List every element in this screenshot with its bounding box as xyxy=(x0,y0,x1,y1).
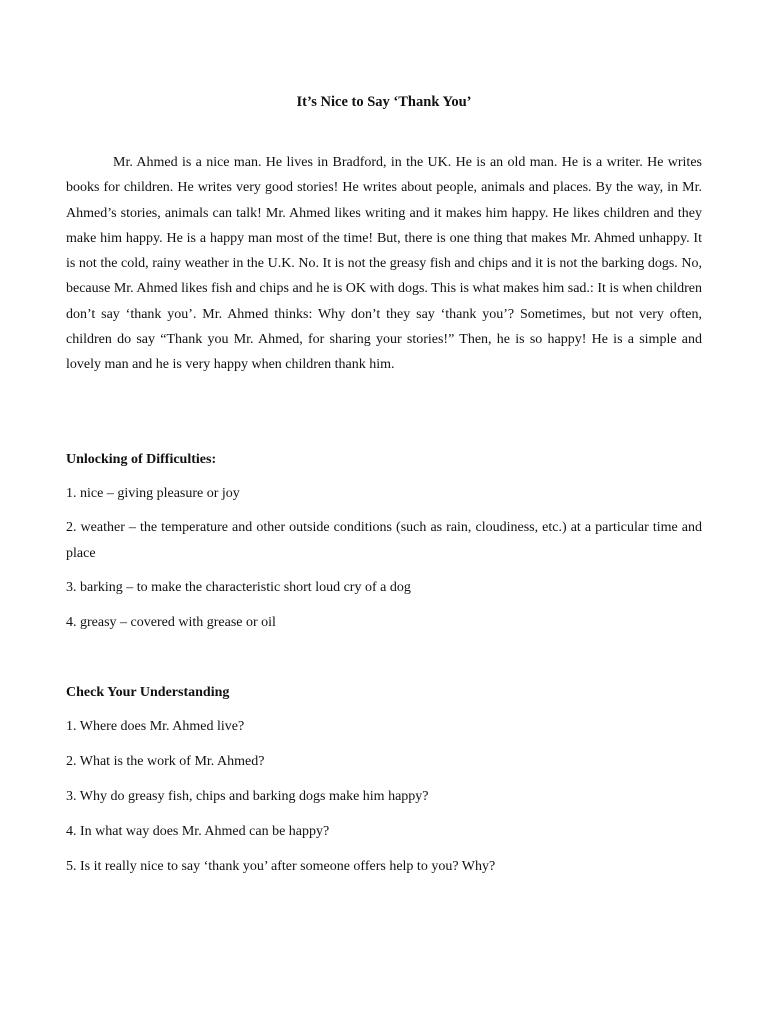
question-item: 1. Where does Mr. Ahmed live? xyxy=(66,719,245,734)
vocabulary-item: 4. greasy – covered with grease or oil xyxy=(66,615,276,630)
vocabulary-item: 3. barking – to make the characteristic short loud cry of a dog xyxy=(66,580,411,595)
vocabulary-item: 2. weather – the temperature and other outside conditions (such as rain, cloudiness, etc.) at a particular time and place xyxy=(66,520,702,561)
vocabulary-item: 1. nice – giving pleasure or joy xyxy=(66,486,240,501)
question-item: 2. What is the work of Mr. Ahmed? xyxy=(66,754,265,769)
question-item: 4. In what way does Mr. Ahmed can be happy? xyxy=(66,824,330,839)
question-item: 5. Is it really nice to say ‘thank you’ after someone offers help to you? Why? xyxy=(66,859,496,874)
document-title: It’s Nice to Say ‘Thank You’ xyxy=(296,94,472,110)
question-item: 3. Why do greasy fish, chips and barking dogs make him happy? xyxy=(66,789,429,804)
story-paragraph: Mr. Ahmed is a nice man. He lives in Bradford, in the UK. He is an old man. He is a writer. He writes books for children. He writes very good stories! He writes about people, animals and places. By the way, in Mr. Ahmed’s stories, animals can talk! Mr. Ahmed likes writing and it makes him happy. He likes children and they make him happy. He is a happy man most of the time! But, there is one thing that makes Mr. Ahmed unhappy. It is not the cold, rainy weather in the U.K. No. It is not the greasy fish and chips and it is not the barking dogs. No, because Mr. Ahmed likes fish and chips and he is OK with dogs. This is what makes him sad.: It is when children don’t say ‘thank you’. Mr. Ahmed thinks: Why don’t they say ‘thank you’? Sometimes, but not very often, children do say “Thank you Mr. Ahmed, for sharing your stories!” Then, he is so happy! He is a simple and lovely man and he is very happy when children thank him. xyxy=(66,155,702,373)
vocabulary-heading: Unlocking of Difficulties: xyxy=(66,452,217,467)
questions-heading: Check Your Understanding xyxy=(66,685,230,700)
